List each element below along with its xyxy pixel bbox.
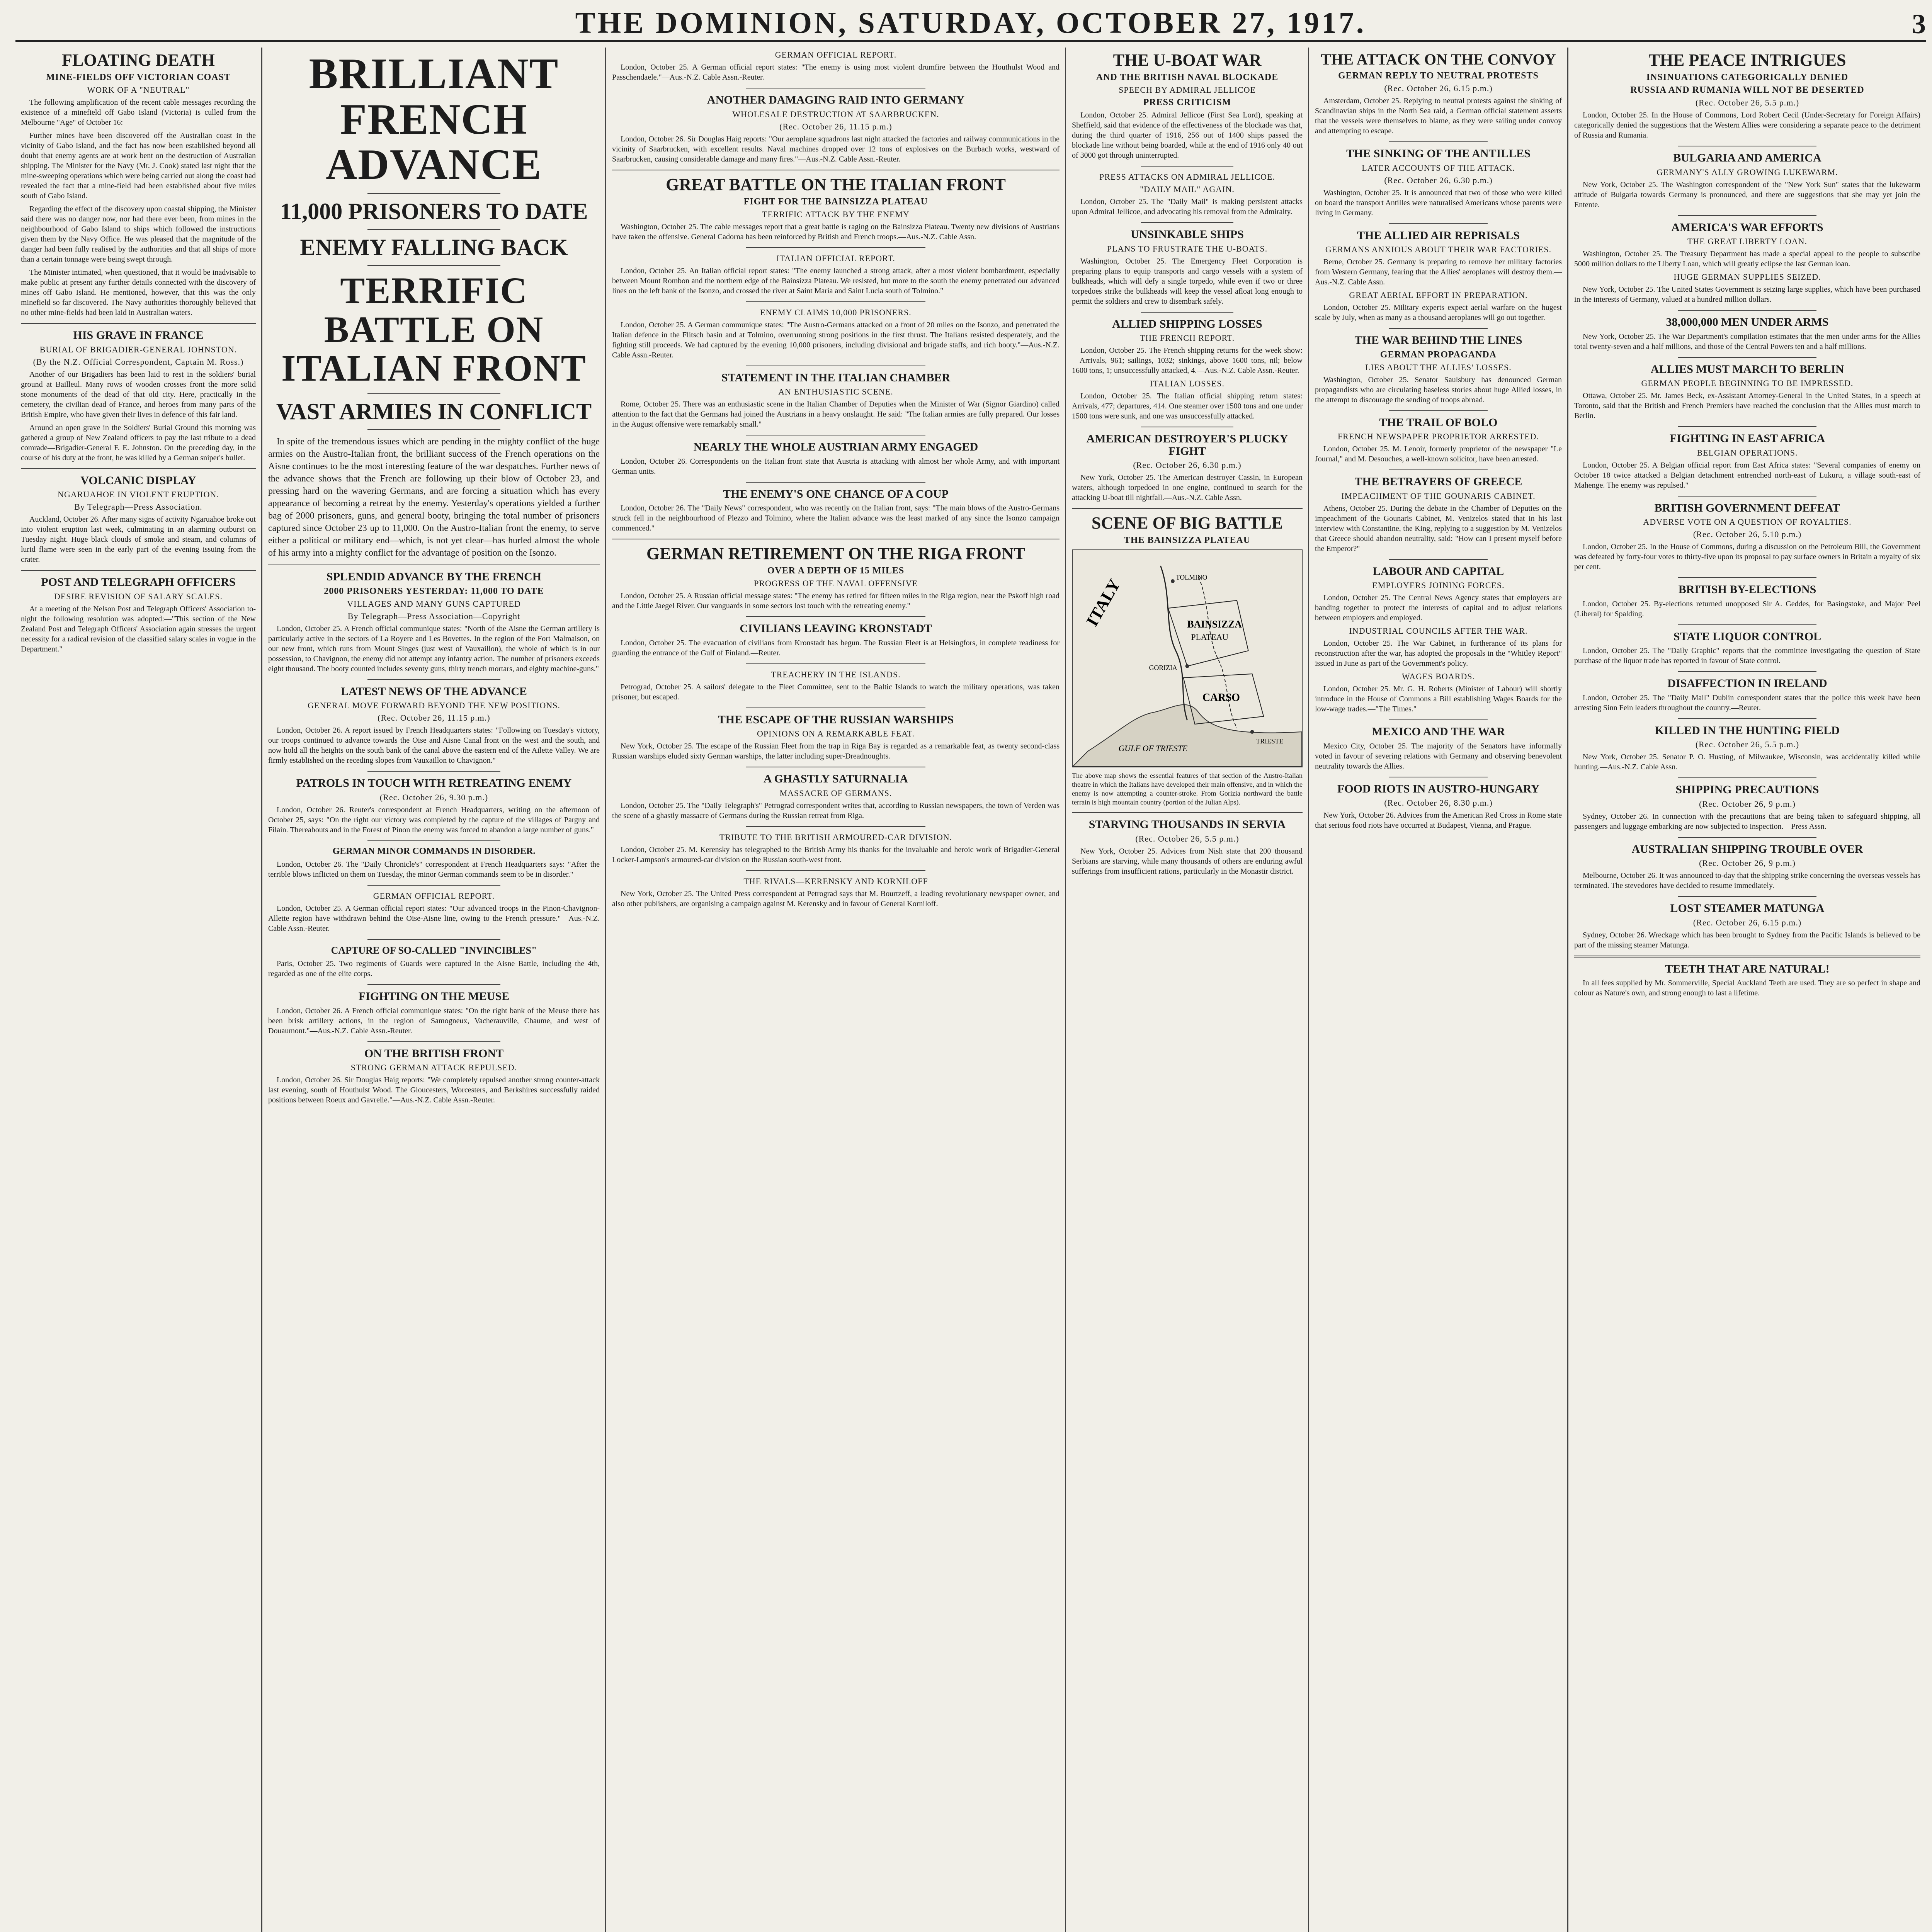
subhead-belgian-ops: BELGIAN OPERATIONS. xyxy=(1697,447,1798,457)
subhead-lies: LIES ABOUT THE ALLIES' LOSSES. xyxy=(1365,362,1512,372)
headline-terrific-battle: TERRIFIC BATTLE ON ITALIAN FRONT xyxy=(281,269,587,389)
headline-peace-intrigues: THE PEACE INTRIGUES xyxy=(1648,51,1846,70)
headline-labour-capital: LABOUR AND CAPITAL xyxy=(1372,565,1504,578)
headline-bolo: THE TRAIL OF BOLO xyxy=(1379,416,1498,429)
subhead-lukewarm: GERMANY'S ALLY GROWING LUKEWARM. xyxy=(1656,167,1838,177)
subhead-french-report: THE FRENCH REPORT. xyxy=(1139,333,1235,343)
subhead-war-factories: GERMANS ANXIOUS ABOUT THEIR WAR FACTORIES. xyxy=(1325,245,1552,254)
headline-austrian-army: NEARLY THE WHOLE AUSTRIAN ARMY ENGAGED xyxy=(693,440,978,454)
headline-prisoners: 11,000 PRISONERS TO DATE xyxy=(280,198,588,224)
article-paragraph: Washington, October 25. The Treasury Department has made a special appeal to the people to subscribe 5000 million dollars to the Liberty Loan, which will greatly eclipse the last German loan. xyxy=(1574,250,1920,269)
article-paragraph: New York, October 26. Advices from the American Red Cross in Rome state that serious food riots have occurred at Budapest, Vienna, and Prague. xyxy=(1315,811,1562,830)
headline-russian-warships: THE ESCAPE OF THE RUSSIAN WARSHIPS xyxy=(718,713,954,726)
column-2 xyxy=(263,48,605,1932)
article-paragraph: London, October 25. The War Cabinet, in furtherance of its plans for reconstruction after the war, has adopted the proposals in the "Whitley Report" issued in June as part of the Government's policy. xyxy=(1315,639,1562,668)
subhead-insinuations: INSINUATIONS CATEGORICALLY DENIED xyxy=(1646,72,1849,83)
article-paragraph: London, October 25. An Italian official report states: "The enemy launched a strong attack, after a most violent bombardment, especially between Mount Rombon and the northern edge of the Bainsizza Plateau. We resisted, but more to the south the enemy penetrated our advanced lines on the left bank of the Isonzo, and crossed the river at Saint Maria and Saint Lucia south of Tolmino." xyxy=(612,266,1060,295)
article-paragraph: Another of our Brigadiers has been laid to rest in the soldiers' burial ground at Bailleul. Many rows of wooden crosses front the more solid stone monuments of the dead of that old city. Here, practically in the cemetery, the civilian dead of France, and heroes from many parts of the British Empire, who have given their lives in defence of this fair land. xyxy=(21,370,256,419)
article-paragraph: London, October 25. A Russian official message states: "The enemy has retired for fifteen miles in the Riga region, near the Pskoff high road and the Little Jaegel River. Our vanguards in some sectors lost touch with the retreating enemy." xyxy=(612,592,1060,611)
article-paragraph: New York, October 25. The Washington correspondent of the "New York Sun" states that the lukewarm attitude of Bulgaria towards Germany is pronounced, and there are suggestions that she may yet join the Entente. xyxy=(1574,180,1920,209)
date-destroyer: (Rec. October 26, 6.30 p.m.) xyxy=(1133,460,1242,470)
article-paragraph: London, October 25. The "Daily Mail" is making persistent attacks upon Admiral Jellicoe, and advocating his removal from the Admiralty. xyxy=(1072,197,1303,216)
advert-paragraph: In all fees supplied by Mr. Sommerville, Special Auckland Teeth are used. They are so perfect in shape and colour as Nature's own, and strong enough to last a lifetime. xyxy=(1574,979,1920,998)
headline-invincibles: CAPTURE OF SO-CALLED "INVINCIBLES" xyxy=(331,944,537,956)
subhead-ngaruahoe: NGARUAHOE IN VIOLENT ERUPTION. xyxy=(58,490,219,500)
subhead-salary: DESIRE REVISION OF SALARY SCALES. xyxy=(54,591,223,601)
article-paragraph: London, October 25. The evacuation of civilians from Kronstadt has begun. The Russian Fleet is at Helsingfors, in complete readiness for guarding the entrance of the Gulf of Finland.—Reuter. xyxy=(612,638,1060,657)
battle-map-svg xyxy=(1073,550,1302,767)
headline-post-telegraph: POST AND TELEGRAPH OFFICERS xyxy=(41,576,236,589)
date-shipping: (Rec. October 26, 9 p.m.) xyxy=(1699,799,1796,809)
article-paragraph: London, October 25. A French official communique states: "North of the Aisne the German artillery is particularly active in the sectors of La Royere and Les Bovettes. In the region of the Fort Malmaison, on our new front, which runs from Mount Singes (just west of Vauxaillon), the whole of which is in our possession, to Chavignon, the enemy did not attempt any infantry action. The number of prisoners exceeds eight thousand. The booty counted includes seventy guns, thirty trench mortars, and eighty machine-guns." xyxy=(268,624,600,673)
headline-german-official-2: GERMAN OFFICIAL REPORT. xyxy=(775,50,897,60)
subhead-later-accounts: LATER ACCOUNTS OF THE ATTACK. xyxy=(1362,163,1515,173)
headline-vast-armies: VAST ARMIES IN CONFLICT xyxy=(276,399,592,425)
subhead-proprietor: FRENCH NEWSPAPER PROPRIETOR ARRESTED. xyxy=(1337,432,1539,441)
subhead-minefields: MINE-FIELDS OFF VICTORIAN COAST xyxy=(46,72,231,83)
headline-shipping-precautions: SHIPPING PRECAUTIONS xyxy=(1675,783,1819,796)
article-paragraph: London, October 26. The "Daily Chronicle's" correspondent at French Headquarters says: "After the terrible blows inflicted on them on Tuesday, the minor German commands seem to be in disorder." xyxy=(268,860,600,879)
headline-kronstadt: CIVILIANS LEAVING KRONSTADT xyxy=(740,622,932,635)
headline-liquor-control: STATE LIQUOR CONTROL xyxy=(1673,630,1821,643)
headline-allied-shipping: ALLIED SHIPPING LOSSES xyxy=(1112,317,1262,330)
byline-volcanic: By Telegraph—Press Association. xyxy=(74,502,202,512)
subhead-neutral-protests: GERMAN REPLY TO NEUTRAL PROTESTS xyxy=(1338,71,1539,81)
column-4 xyxy=(1066,48,1308,1932)
date-matunga: (Rec. October 26, 6.15 p.m.) xyxy=(1693,917,1802,927)
article-paragraph: At a meeting of the Nelson Post and Telegraph Officers' Association to-night the following resolution was adopted:—"This section of the New Zealand Post and Telegraph Officers' Association again stresses the urgent necessity for a radical revision of the classified salary scales in vogue in the Department." xyxy=(21,604,256,653)
date-antilles: (Rec. October 26, 6.30 p.m.) xyxy=(1384,175,1493,185)
headline-italian-chamber: STATEMENT IN THE ITALIAN CHAMBER xyxy=(721,371,951,384)
subhead-enthusiastic: AN ENTHUSIASTIC SCENE. xyxy=(778,387,893,397)
masthead-title: THE DOMINION, SATURDAY, OCTOBER 27, 1917. xyxy=(575,6,1366,39)
article-paragraph: London, October 26. The "Daily News" correspondent, who was recently on the Italian front, says: "The main blows of the Austro-Germans struck fell in the neighbourhood of Plezzo and Tolmino, where the Italian advance was the least marked of any since the Isonzo campaign commenced." xyxy=(612,504,1060,533)
masthead xyxy=(15,8,1926,42)
subhead-industrial-councils: INDUSTRIAL COUNCILS AFTER THE WAR. xyxy=(1349,626,1528,636)
headline-food-riots: FOOD RIOTS IN AUSTRO-HUNGARY xyxy=(1337,782,1540,795)
date-latest: (Rec. October 26, 11.15 p.m.) xyxy=(378,713,490,723)
article-paragraph: Washington, October 25. The Emergency Fleet Corporation is preparing plans to equip transports and cargo vessels with a system of bulkheads, which will defy a single torpedo, while even if two or three torpedoes strike the bulkheads will keep the vessel afloat long enough to permit the soldiers and crew to disembark safely. xyxy=(1072,257,1303,306)
subhead-jellicoe-speech: SPEECH BY ADMIRAL JELLICOE xyxy=(1119,85,1256,95)
headline-bulgaria: BULGARIA AND AMERICA xyxy=(1673,151,1821,165)
subhead-liberty-loan: THE GREAT LIBERTY LOAN. xyxy=(1687,236,1808,247)
headline-british-front: ON THE BRITISH FRONT xyxy=(364,1047,504,1060)
headline-treachery: TREACHERY IN THE ISLANDS. xyxy=(771,669,901,679)
subhead-bainsizza: FIGHT FOR THE BAINSIZZA PLATEAU xyxy=(743,196,928,207)
article-paragraph: London, October 25. M. Kerensky has telegraphed to the British Army his thanks for the invaluable and heroic work of Brigadier-General Locker-Lampson's armoured-car division on the Russian south-west front. xyxy=(612,845,1060,864)
map-label-trieste: TRIESTE xyxy=(1256,737,1284,745)
map-label-tolmino: TOLMINO xyxy=(1175,573,1208,582)
article-paragraph: Rome, October 25. There was an enthusiastic scene in the Italian Chamber of Deputies when the Minister of War (Signor Giardino) called attention to the fact that the Germans had joined the Austrians in a heavy onslaught. He said: "The Italian armies are fully prepared. Our losses in the August offensive were remarkably small." xyxy=(612,400,1060,429)
headline-riga-front: GERMAN RETIREMENT ON THE RIGA FRONT xyxy=(646,544,1025,563)
headline-by-elections: BRITISH BY-ELECTIONS xyxy=(1678,583,1816,596)
subhead-15-miles: OVER A DEPTH OF 15 MILES xyxy=(767,566,905,576)
headline-behind-lines: THE WAR BEHIND THE LINES xyxy=(1354,334,1522,347)
headline-meuse: FIGHTING ON THE MEUSE xyxy=(358,990,510,1003)
article-paragraph: London, October 25. By-elections returned unopposed Sir A. Geddes, for Basingstoke, and Major Peel (Liberal) for Spalding. xyxy=(1574,599,1920,618)
subhead-naval-offensive: PROGRESS OF THE NAVAL OFFENSIVE xyxy=(754,578,918,588)
article-paragraph: London, October 25. In the House of Commons, Lord Robert Cecil (Under-Secretary for Foreign Affairs) categorically denied the suggestions that the Western Allies were considering a separate peace to the detriment of Russia and Rumania. xyxy=(1574,111,1920,140)
headline-ireland: DISAFFECTION IN IRELAND xyxy=(1667,677,1827,690)
map-label-gulf: GULF OF TRIESTE xyxy=(1118,744,1188,753)
article-paragraph: London, October 25. In the House of Commons, during a discussion on the Petroleum Bill, the Government was defeated by forty-four votes to thirty-five upon its proposal to pay surface owners in Britain a royalty of six per cent. xyxy=(1574,543,1920,571)
subhead-neutral: WORK OF A "NEUTRAL" xyxy=(87,85,190,95)
article-paragraph: The following amplification of the recent cable messages recording the existence of a minefield off Gabo Island (Victoria) is culled from the Melbourne "Age" of October 16:— xyxy=(21,98,256,127)
article-paragraph: Melbourne, October 26. It was announced to-day that the shipping strike concerning the overseas vessels has terminated. The stevedores have decided to resume immediately. xyxy=(1574,871,1920,890)
subhead-impressed: GERMAN PEOPLE BEGINNING TO BE IMPRESSED. xyxy=(1641,378,1854,388)
headline-latest-news: LATEST NEWS OF THE ADVANCE xyxy=(341,685,527,698)
article-paragraph: London, October 25. Military experts expect aerial warfare on the hugest scale by July, when as many as a thousand aeroplanes will go out together. xyxy=(1315,303,1562,322)
article-paragraph: Washington, October 25. The cable messages report that a great battle is raging on the Bainsizza Plateau. Twenty new divisions of Austrians have taken the offensive. General Cadorna has been reinforced by British and French troops.—Aus.-N.Z. Cable Assn. xyxy=(612,222,1060,241)
column-1 xyxy=(15,48,261,1932)
map-label-carso: CARSO xyxy=(1202,692,1240,704)
headline-starving-servia: STARVING THOUSANDS IN SERVIA xyxy=(1088,818,1286,831)
headline-floating-death: FLOATING DEATH xyxy=(62,51,215,70)
headline-one-chance: THE ENEMY'S ONE CHANCE OF A COUP xyxy=(723,487,949,500)
article-paragraph: Sydney, October 26. Wreckage which has been brought to Sydney from the Pacific Islands is believed to be part of the missing steamer Matunga. xyxy=(1574,930,1920,949)
article-paragraph: Petrograd, October 25. A sailors' delegate to the Fleet Committee, sent to the Baltic Islands to watch the military operations, was taken prisoner, but escaped. xyxy=(612,682,1060,701)
headline-men-under-arms: 38,000,000 MEN UNDER ARMS xyxy=(1666,316,1829,329)
article-paragraph: London, October 26. A French official communique states: "On the right bank of the Meuse there has been brisk artillery actions, in the region of Samogneux, Vacherauville, Chaume, and west of Douaumont."—Aus.-N.Z. Cable Assn.-Reuter. xyxy=(268,1006,600,1035)
date-convoy: (Rec. October 26, 6.15 p.m.) xyxy=(1384,83,1493,93)
subhead-employers: EMPLOYERS JOINING FORCES. xyxy=(1372,580,1505,590)
map-caption: The above map shows the essential features of that section of the Austro-Italian theatre in which the Italians have developed their main offensive, and in which the enemy is now attempting a counter-stroke. From Gorizia northward the battle terrain is high mountain country (portion of the Julian Alps). xyxy=(1072,772,1303,806)
battle-map xyxy=(1072,549,1303,767)
subhead-italian-losses: ITALIAN LOSSES. xyxy=(1150,379,1225,389)
article-paragraph: London, October 25. The Italian official shipping return states: Arrivals, 477; departures, 414. One steamer over 1500 tons and one under 1500 tons were sunk, and one was unsuccessfully attacked. xyxy=(1072,392,1303,421)
advert-headline-teeth: TEETH THAT ARE NATURAL! xyxy=(1665,962,1830,975)
article-paragraph: London, October 25. The Central News Agency states that employers are banding together to protect the interests of capital and to adjust relations between employers and employed. xyxy=(1315,594,1562,622)
article-paragraph: Mexico City, October 25. The majority of the Senators have informally voted in favour of severing relations with Germany and observing benevolent neutrality towards the Allies. xyxy=(1315,742,1562,770)
article-paragraph: Sydney, October 26. In connection with the precautions that are being taken to safeguard shipping, all passengers and luggage embarking are now subjected to inspection.—Press Assn. xyxy=(1574,812,1920,831)
article-paragraph: Berne, October 25. Germany is preparing to remove her military factories from Western Germany, fearing that the Allies' aeroplanes will destroy them.—Aus.-N.Z. Cable Assn. xyxy=(1315,258,1562,286)
subhead-general-move: GENERAL MOVE FORWARD BEYOND THE NEW POSITIONS. xyxy=(308,701,560,711)
subhead-aerial-effort: GREAT AERIAL EFFORT IN PREPARATION. xyxy=(1349,290,1528,300)
headline-armoured-car: TRIBUTE TO THE BRITISH ARMOURED-CAR DIVISION. xyxy=(719,832,952,842)
article-paragraph: New York, October 25. Senator P. O. Husting, of Milwaukee, Wisconsin, was accidentally killed while hunting.—Aus.-N.Z. Cable Assn. xyxy=(1574,753,1920,772)
headline-betrayers-greece: THE BETRAYERS OF GREECE xyxy=(1354,475,1522,488)
article-paragraph: Amsterdam, October 25. Replying to neutral protests against the sinking of Scandinavian ships in the North Sea raid, a German official statement asserts that the vessels were themselves to blame, as they were sailing under convoy and attempting to escape. xyxy=(1315,97,1562,135)
headline-matunga: LOST STEAMER MATUNGA xyxy=(1670,902,1825,915)
article-paragraph: New York, October 25. The United Press correspondent at Petrograd says that M. Bourtzeff, a leading revolutionary newspaper owner, and also other publishers, are organising a campaign against M. Kerensky and in favour of General Korniloff. xyxy=(612,889,1060,908)
article-paragraph: London, October 25. The French shipping returns for the week show:—Arrivals, 961; sailings, 1032; sinkings, above 1600 tons, nil; below 1600 tons, 1; unsuccessfully attacked, 4.—Aus.-N.Z. Cable Assn.-Reuter. xyxy=(1072,346,1303,375)
article-paragraph: London, October 26. A report issued by French Headquarters states: "Following on Tuesday's victory, our troops continued to advance towards the Oise and Aisne Canal front on the west and the south, and now hold all the heights on the south bank of the canal above the eastern end of the Ailette Valley. We are firmly established on the receding slopes from Vauxaillon to Chavignon." xyxy=(268,726,600,765)
headline-scene-big-battle: SCENE OF BIG BATTLE xyxy=(1091,514,1283,533)
headline-splendid-advance: SPLENDID ADVANCE BY THE FRENCH xyxy=(326,570,542,583)
article-paragraph: London, October 26. Reuter's correspondent at French Headquarters, writing on the afternoon of October 25, says: "On the right our victory was completed by the capture of the villages of Pargny and Filain. Thereabouts and in the Forest of Pinon the enemy was forced to abandon a large number of guns." xyxy=(268,805,600,834)
article-paragraph: London, October 25. A German official report states: "Our advanced troops in the Pinon-Chavignon-Allette region have withdrawn behind the Oise-Aisne line, owing to the French pressure."—Aus.-N.Z. Cable Assn.-Reuter. xyxy=(268,904,600,933)
headline-destroyer: AMERICAN DESTROYER'S PLUCKY FIGHT xyxy=(1086,432,1288,457)
headline-german-official: GERMAN OFFICIAL REPORT. xyxy=(373,891,495,901)
subhead-bainsizza-plateau: THE BAINSIZZA PLATEAU xyxy=(1124,535,1251,546)
article-paragraph: London, October 25. The "Daily Graphic" reports that the committee investigating the question of State purchase of the liquor trade has reported in favour of State control. xyxy=(1574,646,1920,665)
summary-paragraph: In spite of the tremendous issues which are pending in the mighty conflict of the huge armies on the Austro-Italian front, the brilliant success of the French operations on the Aisne continues to be the most interesting feature of the war despatches. Further news of the advance shows that the French are following up their blow of October 23, and pressing hard on the wavering Germans, and are forcing a situation which has every appearance of becoming a retreat by the enemy. Yesterday's operations yielded a further bag of 2000 prisoners, guns, and general booty, bringing the total number of prisoners captured since October 23 up to 11,000. On the Austro-Italian front the enemy, to serve either a political or military end—which, is not yet clear—has hurled almost the whole of his army into a mighty conflict for the advantage of position on the Isonzo. xyxy=(268,437,600,558)
article-paragraph: New York, October 25. The War Department's compilation estimates that the men under arms for the Allies total twenty-seven and a half millions, and those of the Central Powers ten and a half millions. xyxy=(1574,332,1920,351)
headline-brilliant-french-advance: BRILLIANT FRENCH ADVANCE xyxy=(309,50,559,189)
article-paragraph: London, October 25. The "Daily Telegraph's" Petrograd correspondent writes that, according to Russian newspapers, the town of Verden was the scene of a ghastly massacre of Germans during the Russian retreat from Riga. xyxy=(612,801,1060,820)
date-food: (Rec. October 26, 8.30 p.m.) xyxy=(1384,798,1493,808)
headline-patrols: PATROLS IN TOUCH WITH RETREATING ENEMY xyxy=(296,777,572,790)
headline-italian-official: ITALIAN OFFICIAL REPORT. xyxy=(776,253,895,263)
subhead-wages-boards: WAGES BOARDS. xyxy=(1401,672,1475,681)
subhead-remarkable-feat: OPINIONS ON A REMARKABLE FEAT. xyxy=(757,729,915,739)
headline-march-berlin: ALLIES MUST MARCH TO BERLIN xyxy=(1650,362,1844,376)
article-paragraph: London, October 25. A German official report states: "The enemy is using most violent drumfire between the Houthulst Wood and Passchendaele."—Aus.-N.Z. Cable Assn.-Reuter. xyxy=(612,63,1060,82)
headline-press-attacks: PRESS ATTACKS ON ADMIRAL JELLICOE. xyxy=(1099,172,1275,182)
column-5 xyxy=(1310,48,1567,1932)
article-paragraph: Further mines have been discovered off the Australian coast in the vicinity of Gabo Island, and the fact has now been established beyond all doubt that enemy agents are at work bent on the destruction of Australian shipping. The Minister for the Navy (Mr. J. Cook) stated last night that the mine-sweeping operations which were being carried out along the coast had revealed the fact that a mine-field had been established about five miles south of Gabo Island. xyxy=(21,131,256,201)
headline-east-africa: FIGHTING IN EAST AFRICA xyxy=(1669,432,1825,445)
article-paragraph: Paris, October 25. Two regiments of Guards were captured in the Aisne Battle, including the 4th, regarded as one of the elite corps. xyxy=(268,959,600,978)
article-paragraph: London, October 25. The "Daily Mail" Dublin correspondent states that the police this week have been arresting Sinn Fein leaders throughout the country.—Reuter. xyxy=(1574,693,1920,712)
headline-rivals: THE RIVALS—KERENSKY AND KORNILOFF xyxy=(743,876,928,886)
date-intrigues: (Rec. October 26, 5.5 p.m.) xyxy=(1695,98,1799,108)
map-label-gorizia: GORIZIA xyxy=(1149,664,1177,672)
subhead-saarbrucken: WHOLESALE DESTRUCTION AT SAARBRUCKEN. xyxy=(732,109,939,119)
subhead-blockade: AND THE BRITISH NAVAL BLOCKADE xyxy=(1096,72,1279,83)
article-paragraph: London, October 26. Correspondents on the Italian front state that Austria is attacking with almost her whole Army, and with important German units. xyxy=(612,457,1060,476)
subhead-terrific-attack: TERRIFIC ATTACK BY THE ENEMY xyxy=(762,209,910,219)
article-paragraph: Athens, October 25. During the debate in the Chamber of Deputies on the impeachment of the Gounaris Cabinet, M. Venizelos stated that in his last interview with Constantine, the King, replying to a suggestion by M. Venizelos that Greece should abandon neutrality, said: "How can I present myself before the Emperor?" xyxy=(1315,504,1562,553)
subhead-massacre: MASSACRE OF GERMANS. xyxy=(779,788,892,798)
headline-government-defeat: BRITISH GOVERNMENT DEFEAT xyxy=(1654,501,1840,514)
date-raid: (Rec. October 26, 11.15 p.m.) xyxy=(779,121,892,131)
date-trouble: (Rec. October 26, 9 p.m.) xyxy=(1699,858,1796,868)
headline-mexico: MEXICO AND THE WAR xyxy=(1372,725,1505,738)
date-hunting: (Rec. October 26, 5.5 p.m.) xyxy=(1695,740,1799,750)
headline-attack-convoy: THE ATTACK ON THE CONVOY xyxy=(1321,51,1556,68)
column-3 xyxy=(607,48,1065,1932)
headline-minor-commands: GERMAN MINOR COMMANDS IN DISORDER. xyxy=(332,846,536,856)
headline-shipping-trouble: AUSTRALIAN SHIPPING TROUBLE OVER xyxy=(1631,842,1863,855)
subhead-daily-mail: "DAILY MAIL" AGAIN. xyxy=(1140,184,1235,194)
byline-grave: (By the N.Z. Official Correspondent, Captain M. Ross.) xyxy=(33,357,244,367)
headline-antilles: THE SINKING OF THE ANTILLES xyxy=(1346,147,1531,160)
article-paragraph: New York, October 25. The United States Government is seizing large supplies, which have been purchased in the interests of Germany, valued at a hundred million dollars. xyxy=(1574,285,1920,304)
map-label-italy: ITALY xyxy=(1083,576,1124,630)
headline-enemy-falling-back: ENEMY FALLING BACK xyxy=(300,234,568,260)
headline-great-battle-italian: GREAT BATTLE ON THE ITALIAN FRONT xyxy=(666,175,1006,194)
headline-hunting-field: KILLED IN THE HUNTING FIELD xyxy=(1655,724,1840,737)
article-paragraph: London, October 25. Mr. G. H. Roberts (Minister of Labour) will shortly introduce in the House of Commons a Bill establishing Wages Boards for the low-wage trades.—"The Times." xyxy=(1315,685,1562,713)
headline-enemy-claims: ENEMY CLAIMS 10,000 PRISONERS. xyxy=(760,307,912,317)
subhead-press-criticism: PRESS CRITICISM xyxy=(1143,97,1231,108)
article-paragraph: New York, October 25. Advices from Nish state that 200 thousand Serbians are starving, while many thousands of others are enduring awful sufferings from insufficient rations, particularly in the Monastir district. xyxy=(1072,847,1303,876)
article-paragraph: London, October 25. A German communique states: "The Austro-Germans attacked on a front of 20 miles on the Isonzo, and penetrated the Italian defence in the Flitsch basin and at Tolmino, overrunning strong positions in the first thrust. The Italians resisted desperately, and the fighting still proceeds. We had captured by the evening 10,000 prisoners, including divisional and brigade staffs, and rich booty."—Aus.-N.Z. Cable Assn.-Reuter. xyxy=(612,320,1060,359)
article-paragraph: Regarding the effect of the discovery upon coastal shipping, the Minister said there was no danger now, nor had there ever been, from mines in the neighbourhood of Gabo Island to ships which followed the instructions given them by the Navy Office. He was pleased that the magnitude of the danger had been fully realised by the authorities and that all ships of more than a certain tonnage were being swept through. xyxy=(21,205,256,264)
article-paragraph: Washington, October 25. It is announced that two of those who were killed on board the transport Antilles were naturalised Americans whose parents were living in Germany. xyxy=(1315,188,1562,217)
article-paragraph: London, October 25. M. Lenoir, formerly proprietor of the newspaper "Le Journal," and M. Desouches, a well-known solicitor, have been arrested. xyxy=(1315,445,1562,463)
headline-ghastly: A GHASTLY SATURNALIA xyxy=(764,772,908,786)
map-label-plateau: PLATEAU xyxy=(1191,633,1228,642)
headline-uboat-war: THE U-BOAT WAR xyxy=(1113,51,1262,70)
subhead-russia-rumania: RUSSIA AND RUMANIA WILL NOT BE DESERTED xyxy=(1630,85,1864,95)
date-starving: (Rec. October 26, 5.5 p.m.) xyxy=(1135,833,1239,844)
article-paragraph: New York, October 25. The escape of the Russian Fleet from the trap in Riga Bay is regarded as a remarkable feat, as twenty second-class Russian warships eluded sixty German warships, the latter including super-Dreadnoughts. xyxy=(612,742,1060,761)
article-paragraph: London, October 26. Sir Douglas Haig reports: "Our aeroplane squadrons last night attacked the factories and railway communications in the vicinity of Saarbrucken, with excellent results. Naval machines dropped over 12 tons of explosives on the Burbach works, westward of Saarbrucken, causing considerable damage and many fires."—Aus.-N.Z. Cable Assn.-Reuter. xyxy=(612,134,1060,163)
subhead-supplies-seized: HUGE GERMAN SUPPLIES SEIZED. xyxy=(1673,272,1821,282)
article-paragraph: London, October 25. Admiral Jellicoe (First Sea Lord), speaking at Sheffield, said that evidence of the effectiveness of the blockade was that, during the third quarter of 1916, 256 out of 1400 ships passed the blockade line without being boarded, while at the end of 1916 only 40 out of 3000 got through uninterrupted. xyxy=(1072,111,1303,160)
subhead-repulsed: STRONG GERMAN ATTACK REPULSED. xyxy=(350,1063,517,1073)
headline-damaging-raid: ANOTHER DAMAGING RAID INTO GERMANY xyxy=(707,94,965,106)
subhead-burial: BURIAL OF BRIGADIER-GENERAL JOHNSTON. xyxy=(39,344,237,354)
headline-grave-france: HIS GRAVE IN FRANCE xyxy=(73,329,204,342)
article-paragraph: Ottawa, October 25. Mr. James Beck, ex-Assistant Attorney-General in the United States, in a speech at Toronto, said that the British and French Premiers have reached the conclusion that the Allies must march to Berlin. xyxy=(1574,391,1920,420)
article-paragraph: Washington, October 25. Senator Saulsbury has denounced German propagandists who are circulating baseless stories about huge Allied losses, in the attempt to discourage the sending of troops abroad. xyxy=(1315,375,1562,404)
subhead-2000-prisoners: 2000 PRISONERS YESTERDAY: 11,000 TO DATE xyxy=(324,586,544,596)
date-patrols: (Rec. October 26, 9.30 p.m.) xyxy=(379,792,488,802)
column-6 xyxy=(1569,48,1926,1932)
article-paragraph: Auckland, October 26. After many signs of activity Ngaruahoe broke out into violent eruption last week, culminating in an alarming outburst on Tuesday night. Huge black clouds of smoke and steam, and columns of lurid flame were seen in the early part of the evening issuing from the crater. xyxy=(21,515,256,564)
article-paragraph: New York, October 25. The American destroyer Cassin, in European waters, although torpedoed in one engine, continued to search for the attacking U-boat till nightfall.—Aus.-N.Z. Cable Assn. xyxy=(1072,473,1303,502)
subhead-propaganda: GERMAN PROPAGANDA xyxy=(1380,349,1497,360)
headline-unsinkable-ships: UNSINKABLE SHIPS xyxy=(1131,228,1244,241)
headline-war-efforts: AMERICA'S WAR EFFORTS xyxy=(1671,221,1823,234)
subhead-royalties: ADVERSE VOTE ON A QUESTION OF ROYALTIES. xyxy=(1643,517,1852,527)
byline-splendid: By Telegraph—Press Association—Copyright xyxy=(347,611,520,621)
headline-air-reprisals: THE ALLIED AIR REPRISALS xyxy=(1357,229,1520,242)
subhead-impeachment: IMPEACHMENT OF THE GOUNARIS CABINET. xyxy=(1341,491,1536,501)
columns xyxy=(15,48,1926,1932)
article-paragraph: London, October 25. A Belgian official report from East Africa states: "Several companies of enemy on October 18 twice attacked a Belgian detachment entrenched north-east of Lukuru, a village south-east of Mahenge. The enemy was repulsed." xyxy=(1574,461,1920,490)
article-paragraph: London, October 26. Sir Douglas Haig reports: "We completely repulsed another strong counter-attack last evening, south of Houthulst Wood. The Gloucesters, Worcesters, and Berkshires successfully raided positions between Roeux and Gavrelle."—Aus.-N.Z. Cable Assn.-Reuter. xyxy=(268,1076,600,1105)
subhead-frustrate: PLANS TO FRUSTRATE THE U-BOATS. xyxy=(1107,243,1268,253)
subhead-villages: VILLAGES AND MANY GUNS CAPTURED xyxy=(347,599,521,609)
map-label-bainsizza: BAINSIZZA xyxy=(1187,619,1242,630)
article-paragraph: Around an open grave in the Soldiers' Burial Ground this morning was gathered a group of New Zealand officers to pay the last tribute to a dead comrade—Brigadier-General F. E. Johnston. On the preceding day, in the course of his duty at the front, he was killed by a German sniper's bullet. xyxy=(21,423,256,462)
page-number: 3 xyxy=(1912,9,1926,39)
headline-volcanic: VOLCANIC DISPLAY xyxy=(80,474,196,487)
article-paragraph: The Minister intimated, when questioned, that it would be inadvisable to make public at present any further details connected with the discovery of mines off Gabo Island. He mentioned, however, that this was the only minefield so far discovered. The Navy authorities thoroughly believed that no other mine-fields had been laid in Australian waters. xyxy=(21,268,256,317)
date-defeat: (Rec. October 26, 5.10 p.m.) xyxy=(1693,529,1802,539)
